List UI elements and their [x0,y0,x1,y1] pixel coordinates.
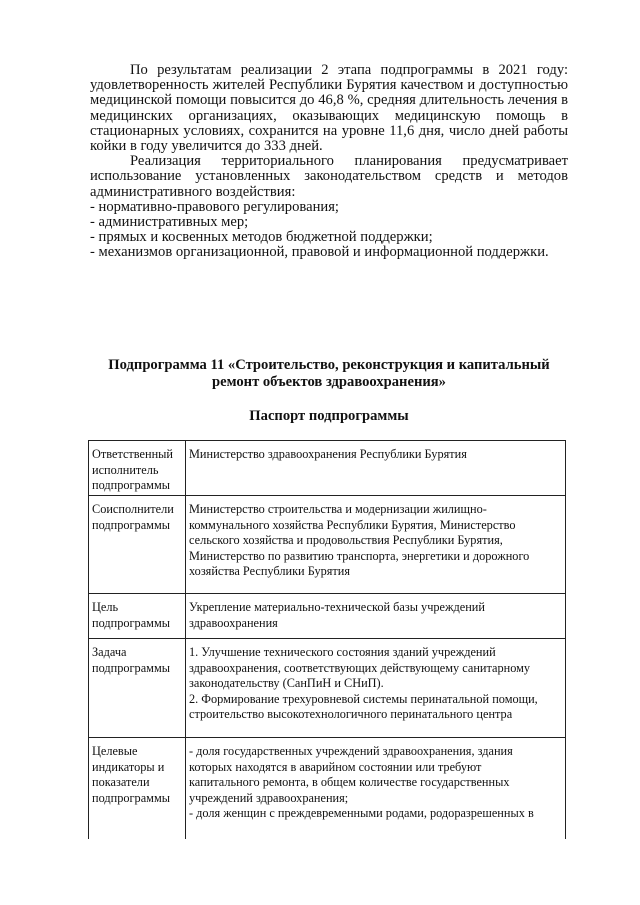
row-label-line: подпрограммы [92,660,170,675]
row-value-cell [186,441,566,496]
row-value-cell [186,496,566,594]
row-label-line: Соисполнители [92,502,174,516]
row-value-line: 1. Улучшение технического состояния зданий учреждений [189,645,496,659]
row-value-line: сельского хозяйства и продовольствия Республики Бурятия, [189,533,503,547]
row-value-line: здравоохранения [189,615,278,630]
row-label-line: индикаторы и [92,759,165,774]
row-value-line: Укрепление материально-технической базы учреждений [189,600,485,614]
row-value-line: Министерство по развитию транспорта, энергетики и дорожного [189,548,530,563]
table-row [89,441,566,496]
row-label-line: подпрограммы [92,478,170,492]
table-row [89,594,566,639]
row-label-line: исполнитель [92,462,159,477]
row-value-cell [186,639,566,738]
row-value-line: здравоохранения, соответствующих действующему санитарному [189,660,531,675]
row-label-cell [89,441,186,496]
row-label-cell [89,594,186,639]
subprogram-title-line-2: ремонт объектов здравоохранения» [212,374,446,390]
row-value-line: законодательству (СанПиН и СНиП). [189,676,384,690]
subprogram-title-line-1: Подпрограмма 11 «Строительство, реконструкция и капитальный [108,357,550,373]
row-value-line: Министерство строительства и модернизации жилищно- [189,502,487,516]
table-row [89,639,566,738]
bullet-item: - прямых и косвенных методов бюджетной поддержки; [90,229,433,246]
table-row [89,496,566,594]
row-label-line: подпрограммы [92,790,170,805]
row-label-line: подпрограммы [92,517,170,532]
row-label-line: подпрограммы [92,615,170,630]
row-value-cell [186,594,566,639]
row-label-line: Цель [92,600,119,614]
row-value-line: строительство высокотехнологичного перинатального центра [189,707,513,721]
row-value-line: учреждений здравоохранения; [189,790,349,805]
table-row [89,738,566,840]
intro-section [90,63,568,261]
row-label-cell [89,639,186,738]
intro-paragraph-results: По результатам реализации 2 этапа подпрограммы в 2021 году: удовлетворенность жителей Республики Бурятия качеством и доступностью медицинской помощи повысится до 46,8 %, средняя длительность лечения в медицинских организациях, оказывающих медицинскую помощь в стационарных условиях, сохранится на уровне 11,6 дня, число дней работы койки в году увеличится до 333 дней. [90,62,568,155]
row-value-line: хозяйства Республики Бурятия [189,564,351,578]
row-value-line: - доля государственных учреждений здравоохранения, здания [189,744,513,758]
passport-title: Паспорт подпрограммы [249,408,409,424]
row-value-line: коммунального хозяйства Республики Бурятия, Министерство [189,517,516,532]
row-label-line: Целевые [92,744,138,758]
row-value-cell [186,738,566,840]
row-value-line: - доля женщин с преждевременными родами, родоразрешенных в [189,806,534,820]
intro-paragraph-planning: Реализация территориального планирования предусматривает использование установленных законодательством средств и методов административного воздействия: [90,153,568,200]
row-label-cell [89,738,186,840]
row-label-line: Задача [92,645,127,659]
row-value-line: которых находятся в аварийном состоянии или требуют [189,759,482,774]
row-label-line: Ответственный [92,447,173,461]
row-value-line: 2. Формирование трехуровневой системы перинатальной помощи, [189,691,538,706]
row-label-line: показатели [92,775,150,789]
row-value-line: капитального ремонта, в общем количестве государственных [189,775,510,789]
bullet-item: - механизмов организационной, правовой и информационной поддержки. [90,244,549,261]
row-label-cell [89,496,186,594]
bullet-item: - нормативно-правового регулирования; [90,198,339,215]
bullet-item: - административных мер; [90,214,249,231]
row-value-line: Министерство здравоохранения Республики Бурятия [189,447,467,461]
passport-table [88,440,566,839]
